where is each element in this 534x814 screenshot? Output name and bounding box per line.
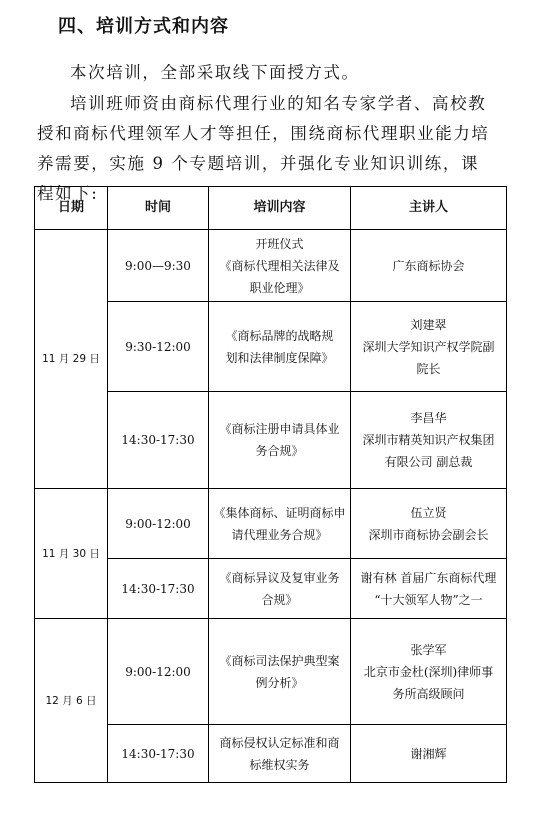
time-cell: 9:00-12:00: [108, 619, 209, 725]
content-cell: 《集体商标、证明商标申 请代理业务合规》: [209, 489, 351, 559]
lecturer-cell: 李昌华 深圳市精英知识产权集团 有限公司 副总裁: [351, 392, 507, 489]
date-cell: 11 月 29 日: [35, 230, 108, 489]
paragraph-training-content: 培训班师资由商标代理行业的知名专家学者、高校教授和商标代理领军人才等担任，围绕商标代理职业能力培养需要，实施 9 个专题培训，并强化专业知识训练，课程如下:: [37, 94, 490, 203]
content-cell: 商标侵权认定标准和商 标维权实务: [209, 725, 351, 783]
lecturer-cell: 刘建翠 深圳大学知识产权学院副 院长: [351, 302, 507, 392]
time-cell: 9:30-12:00: [108, 302, 209, 392]
paragraph-training-mode: 本次培训，全部采取线下面授方式。: [70, 63, 360, 82]
time-cell: 14:30-17:30: [108, 559, 209, 619]
date-cell: 11 月 30 日: [35, 489, 108, 619]
date-cell: 12 月 6 日: [35, 619, 108, 783]
header-content: 培训内容: [209, 187, 351, 230]
content-cell: 《商标品牌的战略规 划和法律制度保障》: [209, 302, 351, 392]
time-cell: 14:30-17:30: [108, 725, 209, 783]
lecturer-cell: 张学军 北京市金杜(深圳)律师事 务所高级顾问: [351, 619, 507, 725]
header-lecturer: 主讲人: [351, 187, 507, 230]
content-cell: 《商标注册申请具体业 务合规》: [209, 392, 351, 489]
section-heading: 四、培训方式和内容: [58, 16, 229, 37]
lecturer-cell: 广东商标协会: [351, 230, 507, 302]
schedule-table: [34, 186, 507, 783]
time-cell: 9:00—9:30: [108, 230, 209, 302]
content-cell: 《商标司法保护典型案 例分析》: [209, 619, 351, 725]
content-cell: 开班仪式 《商标代理相关法律及 职业伦理》: [209, 230, 351, 302]
table-row: [35, 619, 507, 725]
time-cell: 9:00-12:00: [108, 489, 209, 559]
lecturer-cell: 谢有林 首届广东商标代理 “十大领军人物”之一: [351, 559, 507, 619]
lecturer-cell: 伍立贤 深圳市商标协会副会长: [351, 489, 507, 559]
lecturer-cell: 谢湘辉: [351, 725, 507, 783]
content-cell: 《商标异议及复审业务 合规》: [209, 559, 351, 619]
header-date: 日期: [35, 187, 108, 230]
table-row: [35, 489, 507, 559]
table-header-row: [35, 187, 507, 230]
time-cell: 14:30-17:30: [108, 392, 209, 489]
header-time: 时间: [108, 187, 209, 230]
table-row: [35, 230, 507, 302]
